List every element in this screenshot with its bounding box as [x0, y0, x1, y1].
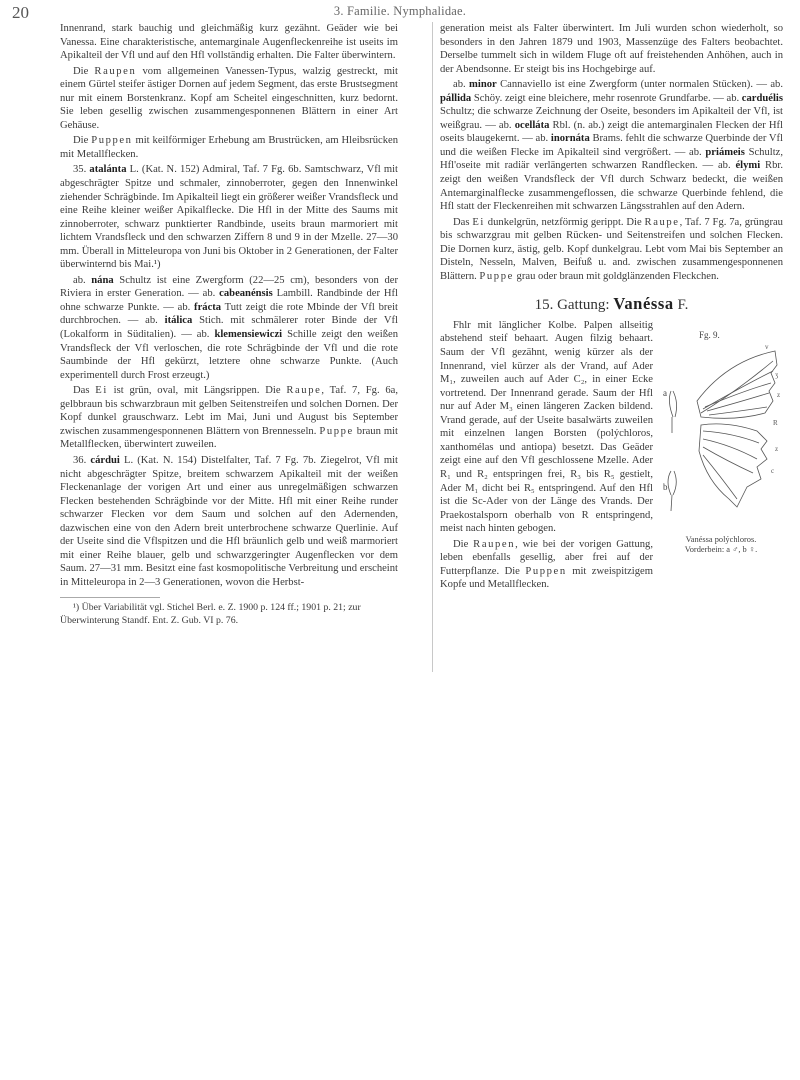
spaced-term: Puppe [319, 425, 354, 437]
species-name: cárdui [90, 454, 120, 466]
text: Schultz, Hfl'oseite mit radiär verlängerten schwarzen Randflecken. — ab. [440, 146, 783, 172]
svg-text:v: v [765, 342, 769, 351]
genus-heading [440, 294, 783, 314]
ab-name: priámeis [705, 146, 745, 158]
spaced-term: Raupen [94, 65, 137, 77]
text: 15. Gattung: [534, 297, 614, 314]
ab-name: carduélis [741, 92, 783, 104]
text: F. [673, 297, 689, 314]
text: Cannaviello ist eine Zwergform (unter normalen Stücken). — ab. [496, 79, 784, 91]
spaced-term: Raupe [286, 385, 322, 397]
spaced-term: Raupe [644, 216, 680, 228]
species-name: atalánta [89, 164, 127, 176]
aberrations [440, 78, 783, 213]
text: Stich. mit schmälerer roter Binde der Vfl (Lokalform in Süditalien). — ab. [60, 315, 398, 341]
text: , wie bei der vorigen Gattung, leben ebenfalls gesellig, aber frei auf der Futterpflanze. Die [440, 538, 654, 577]
text: Tutt zeigt die rote Mbinde der Vfl breit durchbrochen. — ab. [60, 301, 398, 327]
text: L. (Kat. N. 152) Admiral, Taf. 7 Fg. 6b. Samtschwarz, Vfl mit abgeschrägter Spitze und schmaler, zinnoberroter, gegen den Innenwinkel ziehender Schrägbinde. Im Apikalteil liegt ein größerer weißer Vrandsfleck und eine Reihe kleiner weißer Apikalflecke. Die Hfl in der Mitte des Saums mit zinnoberroter, schwarz punktierter Randbinde, useits braun marmoriert mit lichtem Vrandsfleck und den schwarzen Ziffern 8 und 9 in der Mzelle. 27—30 mm. Überall in Mitteleuropa von Juni bis Oktober in 2 Generationen, der Falter überwinternd bis Mai.¹) [60, 164, 398, 271]
spaced-term: Ei [472, 216, 485, 228]
text: ist grün, oval, mit Längsrippen. Die [107, 385, 287, 397]
text: Schultz; die schwarze Zeichnung der Oseite, besonders im Apikalteil der Vfl, ist weißgrau. — ab. [440, 106, 783, 131]
caption-line: Vanéssa polýchloros. [685, 534, 757, 544]
svg-text:c: c [771, 466, 775, 475]
text: , Taf. 7, Fg. 6a, gelbbraun bis schwarzbraun mit gelben Seitenstreifen und solchen Dornen. Der Kopf dunkel grauschwarz. Lebt im Mai, Juni und August bis September zwischen zusammengesponnenen Blättern von Brennesseln. [60, 385, 399, 437]
ab-name: minor [469, 79, 497, 91]
paragraph [60, 65, 398, 133]
text: ab. [73, 274, 92, 286]
spaced-term: Puppen [525, 565, 567, 577]
left-column [60, 22, 398, 629]
text: , Taf. 7 Fg. 7a, grüngrau bis schwarzgrau mit gelben Rücken- und Seitenstreifen und solchen Flecken. Die Dornen kurz, ästig, gelb. Kopf dunkelgrau. Lebt vom Mai bis September an Disteln, Nesseln, Malven, Beifuß u. and. zwischen zusammengesponnenen Blättern. [440, 216, 783, 282]
column-divider [432, 22, 433, 672]
ab-name: nána [91, 274, 114, 286]
text: grau oder braun mit goldglänzenden Fleckchen. [513, 270, 719, 282]
text: Rbl. (n. ab.) zeigt die antemarginalen Flecken der Hfl oseits blaugekernt. — ab. [440, 119, 783, 145]
text: mit keilförmiger Erhebung am Brustrücken, am Hleibsrücken mit Metallflecken. [60, 135, 398, 160]
svg-text:z: z [777, 390, 781, 399]
paragraph [440, 216, 783, 284]
ab-name: pállida [440, 92, 472, 104]
paragraph: generation meist als Falter überwintert. Im Juli wurden schon wiederholt, so besonders in den Jahren 1879 und 1903, Massenzüge des Falters beobachtet. Derselbe tummelt sich in wildem Fluge oft auf freistehenden Anhöhen, auch in der Abendsonne. Er steigt bis ins Hochgebirge auf. [440, 23, 783, 75]
text: Die [73, 65, 95, 77]
text: Schultz ist eine Zwergform (22—25 cm), besonders von der Riviera in erster Generation. — ab. [60, 274, 398, 300]
species-number: 36. [73, 454, 91, 466]
text: vom allgemeinen Vanessen-Typus, walzig gestreckt, mit einem Gürtel steifer ästiger Dornen auf jedem Segment, das erste Brustsegment nur mit einem Borstenkranz. Kopf am Scheitel eingeschnitten, kurz bedornt. Sie leben gesellig zwischen zusammengesponnenen Blättern in einer Art Gehäuse. [60, 65, 398, 131]
text: braun mit Metallflecken, überwintert zuweilen. [60, 425, 398, 451]
ab-name: ocelláta [514, 119, 550, 131]
text: Das [453, 216, 473, 228]
aberrations [60, 274, 398, 382]
spaced-term: Puppe [479, 270, 514, 282]
text: L. (Kat. N. 154) Distelfalter, Taf. 7 Fg. 7b. Ziegelrot, Vfl mit nicht abgeschrägter Spitze, breitem schwarzem Apikalteil mit der weißen Fleckenanlage der vorigen Art und einer aus unregelmäßigen schwarzen Flecken bestehenden Schrägbinde vor der Mitte. Hfl mit einer Reihe runder schwarzer Flecken vor dem Saum und solchen auf den Adernenden, dazwischen eine von den Adern breit unterbrochene schwarze Querlinie. Auf der Useite sind die Vflspitzen und die Hfl bräunlich gelb und weiß marmoriert mit einer Reihe blauer, gelb und schwarzgeringter Augenflecken vor dem Saum. 27—31 mm. Besitzt eine fast kosmopolitische Verbreitung und erscheint in Mitteleuropa in 2—3 Generationen, wovon die Herbst- [60, 454, 399, 588]
paragraph [60, 134, 398, 161]
text: Lambill. Randbinde der Hfl ohne schwarze Punkte. — ab. [60, 288, 398, 313]
ab-name: frácta [194, 301, 222, 313]
figure-caption [657, 535, 785, 556]
svg-text:R: R [773, 418, 778, 427]
spaced-term: Raupen [473, 538, 516, 550]
figure [657, 321, 785, 571]
species-number: 35. [73, 164, 90, 176]
species-entry [60, 163, 398, 271]
text: Rbr. zeigt den weißen Vrandsfleck der Vfl durch Schwarz bedeckt, die weißen Antemarginalflecke zusammengeflossen, die schwarze Querbinde fehlend, die Hfl statt der Fleckenreihen mit schwarzen Längsstrahlen auf den Adern. [440, 160, 783, 213]
running-head: 3. Familie. Nymphalidae. [333, 4, 467, 18]
ab-name: itálica [164, 315, 193, 327]
genus-name: Vanéssa [613, 294, 674, 314]
ab-name: inornáta [550, 133, 590, 145]
text: mit zweispitzigem Kopfe und Metallflecken. [440, 565, 653, 591]
wing-venation-figure [657, 321, 785, 535]
svg-text:z: z [775, 444, 779, 453]
species-entry [60, 454, 398, 589]
footnote: ¹) Über Variabilität vgl. Stichel Berl. e. Z. 1900 p. 124 ff.; 1901 p. 21; zur Überwinterung Standf. Ent. Z. Gub. VI p. 76. [60, 602, 361, 626]
text: Die [453, 538, 474, 550]
spaced-term: Ei [95, 385, 108, 397]
ab-name: klemensiewiczi [214, 329, 283, 341]
right-column [440, 22, 783, 594]
text: ab. [453, 79, 470, 91]
text: Schöy. zeigt eine bleichere, mehr rosenrote Grundfarbe. — ab. [471, 92, 742, 104]
svg-text:ʒ: ʒ [775, 370, 779, 379]
figure-part-b: b [663, 481, 668, 492]
text: Brams. fehlt die schwarze Querbinde der Vfl und die weißen Flecke im Apikalteil sind vergrößert. — ab. [440, 133, 783, 158]
caption-line: Vorderbein: a ♂, b ♀. [684, 545, 758, 555]
figure-part-a: a [663, 387, 667, 398]
genus-description: Fhlr mit länglicher Kolbe. Palpen allseitig abstehend steif behaart. Augen filzig behaart. Saum der Vfl gezähnt, wenig kürzer als der Innenrand, viel kürzer als der Vrand, auf Ader M₁, zuweilen auch auf Ader C₂, in einer Ecke vortretend. Der Innenrand gerade. Saum der Hfl nur auf Ader M₃ einen längeren Zacken bildend. Vrand gerade, auf der Useite basalwärts zuweilen mit einzelnen langen Borsten (polýchloros, xanthomélas und antiopa) besetzt. Das Geäder zeigt eine auf den Vfl geschlossene Mzelle. Ader R₁ und R₂ entspringen frei, R₃ bis R₅ gestielt, Ader M₁ dicht bei R₅ entspringend. Auf den Hfl ist die Sc-Ader von der Länge des Vrands. Der Praekostalsporn oberhalb von R entspringend, meist nach hinten gebogen. [440, 319, 653, 535]
paragraph: Innenrand, stark bauchig und gleichmäßig kurz gezähnt. Geäder wie bei Vanessa. Eine charakteristische, antemarginale Augenfleckenreihe ist useits im Apikalteil der Vfl und auf den Hfl vollständig erhalten. Die Falter überwintern. [60, 23, 398, 62]
footnote-rule [60, 597, 160, 598]
text: dunkelgrün, netzförmig gerippt. Die [484, 216, 645, 228]
text: Die [73, 135, 92, 147]
text: Schille zeigt den weißen Vrandsfleck der Vfl verloschen, die rote Schrägbinde der Vfl und die rote Saumbinde der Hfl gekürzt, letztere ohne schwarze Punkte. (Auch experimentell durch Frost erzeugt.) [60, 329, 398, 381]
paragraph [60, 384, 398, 452]
page-number: 20 [12, 3, 29, 22]
figure-label: Fg. 9. [699, 329, 720, 340]
text: Das [73, 385, 96, 397]
ab-name: cabeanénsis [219, 288, 273, 300]
ab-name: élymi [735, 160, 761, 172]
spaced-term: Puppen [91, 135, 133, 147]
